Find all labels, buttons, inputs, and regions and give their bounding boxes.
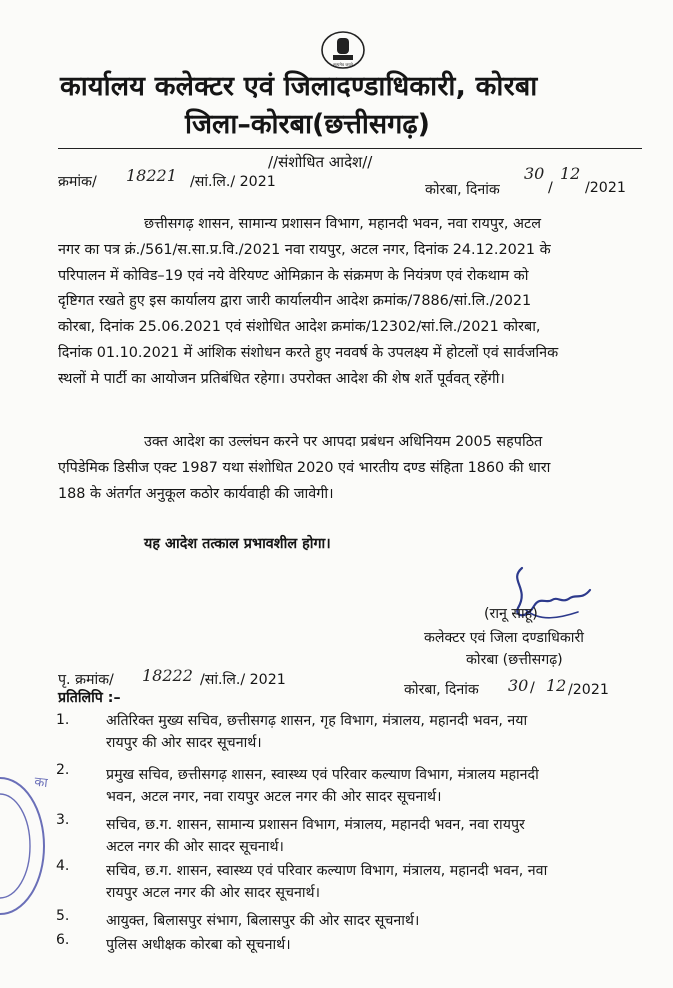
order-paragraph-2 (58, 430, 641, 507)
copy-number-handwritten: 18222 (142, 666, 193, 685)
order-paragraph-1 (58, 212, 641, 393)
national-emblem-icon (320, 30, 366, 70)
order-number-handwritten: 18221 (126, 166, 177, 185)
list-item (106, 934, 291, 956)
list-item-line: आयुक्त, बिलासपुर संभाग, बिलासपुर की ओर सादर सूचनार्थ। (106, 913, 420, 929)
list-item (106, 860, 547, 904)
list-item-number: 5. (56, 908, 70, 924)
list-item (106, 710, 527, 754)
list-item-line: सचिव, छ.ग. शासन, सामान्य प्रशासन विभाग, मंत्रालय, महानदी भवन, नवा रायपुर (106, 817, 525, 833)
copy-date-separator: / (530, 680, 535, 696)
list-item-line: अटल नगर की ओर सादर सूचनार्थ। (106, 839, 284, 855)
list-item-line: रायपुर की ओर सादर सूचनार्थ। (106, 735, 262, 751)
paragraph-line: उक्त आदेश का उल्लंघन करने पर आपदा प्रबंधन अधिनियम 2005 सहपठित (144, 434, 543, 450)
list-item-line: अतिरिक्त मुख्य सचिव, छत्तीसगढ़ शासन, गृह विभाग, मंत्रालय, महानदी भवन, नया (106, 713, 528, 729)
order-title: //संशोधित आदेश// (268, 153, 373, 171)
list-item-line: प्रमुख सचिव, छत्तीसगढ़ शासन, स्वास्थ्य एवं परिवार कल्याण विभाग, मंत्रालय महानदी (106, 767, 539, 783)
copy-date-year: /2021 (568, 682, 609, 698)
paragraph-line: एपिडेमिक डिसीज एक्ट 1987 यथा संशोधित 2020 एवं भारतीय दण्ड संहिता 1860 की धारा (58, 459, 551, 476)
list-item-number: 1. (56, 712, 70, 728)
list-item-line: सचिव, छ.ग. शासन, स्वास्थ्य एवं परिवार कल्याण विभाग, मंत्रालय, महानदी भवन, नवा (106, 863, 548, 879)
paragraph-line: 188 के अंतर्गत अनुकूल कठोर कार्यवाही की जावेगी। (58, 485, 334, 502)
list-item-number: 4. (56, 858, 70, 874)
office-seal-stamp (0, 772, 48, 920)
copy-number-suffix: /सां.लि./ 2021 (200, 672, 286, 688)
paragraph-line: परिपालन में कोविड–19 एवं नये वेरियण्ट ओमिक्रान के संक्रमण के नियंत्रण एवं रोकथाम को (58, 267, 529, 284)
paragraph-line: दृष्टिगत रखते हुए इस कार्यालय द्वारा जारी कार्यालयीन आदेश क्रमांक/7886/सां.लि./2021 (58, 293, 532, 310)
order-number-suffix: /सां.लि./ 2021 (190, 174, 276, 190)
order-date-month: 12 (560, 164, 581, 183)
header-rule (58, 148, 642, 149)
signatory-designation: कलेक्टर एवं जिला दण्डाधिकारी (424, 630, 584, 646)
office-title: कार्यालय कलेक्टर एवं जिलादण्डाधिकारी, कोरबा (60, 71, 538, 102)
order-date-year: /2021 (585, 180, 626, 196)
order-date-label: कोरबा, दिनांक (425, 182, 500, 198)
office-subtitle: जिला–कोरबा(छत्तीसगढ़) (185, 109, 430, 140)
list-item (106, 814, 525, 858)
signatory-name: (रानू साहू) (484, 606, 538, 622)
list-item-number: 2. (56, 762, 70, 778)
paragraph-line: स्थलों मे पार्टी का आयोजन प्रतिबंधित रहेगा। उपरोक्त आदेश की शेष शर्ते पूर्ववत् रहेंगी। (58, 370, 505, 387)
list-item-line: भवन, अटल नगर, नवा रायपुर अटल नगर की ओर सादर सूचनार्थ। (106, 789, 442, 805)
signatory-place: कोरबा (छत्तीसगढ़) (466, 652, 563, 668)
copy-to-heading: प्रतिलिपि :– (58, 690, 121, 706)
paragraph-line: छत्तीसगढ़ शासन, सामान्य प्रशासन विभाग, महानदी भवन, नवा रायपुर, अटल (144, 216, 542, 232)
seal-text: का (33, 774, 48, 792)
order-paragraph-3: यह आदेश तत्काल प्रभावशील होगा। (144, 536, 331, 552)
paragraph-line: नगर का पत्र क्रं./561/स.सा.प्र.वि./2021 नवा रायपुर, अटल नगर, दिनांक 24.12.2021 के (58, 241, 551, 258)
paragraph-line: दिनांक 01.10.2021 में आंशिक संशोधन करते हुए नववर्ष के उपलक्ष्य में होटलों एवं सार्वजनिक (58, 344, 559, 361)
copy-date-month: 12 (546, 676, 567, 695)
order-date-day: 30 (524, 164, 545, 183)
order-date-separator: / (548, 180, 553, 196)
copy-date-day: 30 (508, 676, 529, 695)
list-item (106, 764, 539, 808)
list-item-line: रायपुर अटल नगर की ओर सादर सूचनार्थ। (106, 885, 320, 901)
list-item-line: पुलिस अधीक्षक कोरबा को सूचनार्थ। (106, 937, 291, 953)
paragraph-line: कोरबा, दिनांक 25.06.2021 एवं संशोधित आदेश क्रमांक/12302/सां.लि./2021 कोरबा, (58, 319, 541, 336)
copy-number-label: पृ. क्रमांक/ (58, 672, 114, 688)
list-item (106, 910, 419, 932)
svg-text:सत्यमेव जयते: सत्यमेव जयते (333, 62, 353, 67)
list-item-number: 3. (56, 812, 70, 828)
list-item-number: 6. (56, 932, 70, 948)
copy-date-label: कोरबा, दिनांक (404, 682, 479, 698)
order-number-label: क्रमांक/ (58, 174, 97, 190)
